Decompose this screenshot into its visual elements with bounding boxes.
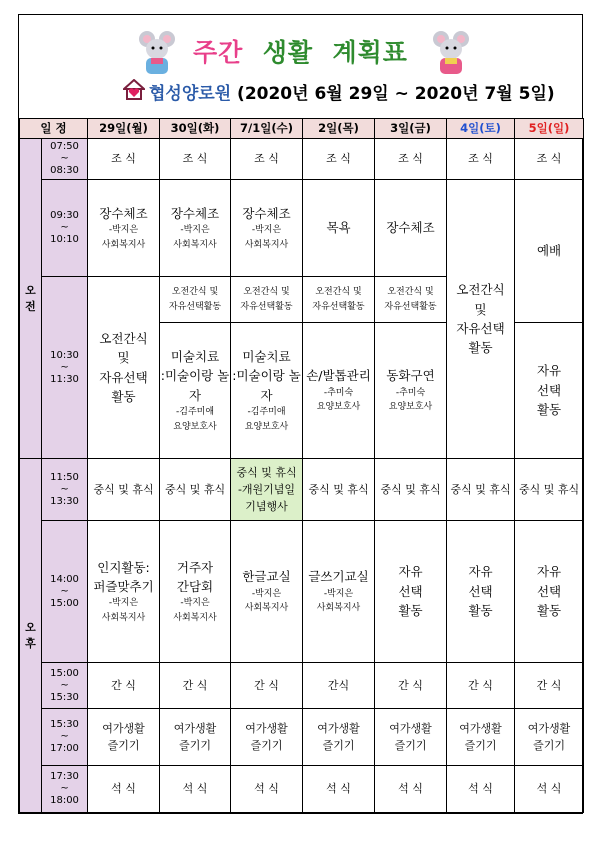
cell-activity: 오전간식 및 자유선택활동 <box>375 277 447 323</box>
house-heart-logo-icon <box>123 79 145 101</box>
cell-activity: 동화구연 -추미숙 요양보호사 <box>375 323 447 459</box>
row-leisure <box>20 709 584 766</box>
cell-leisure: 여가생활 즐기기 <box>88 709 160 766</box>
cell-breakfast: 조 식 <box>160 139 231 180</box>
cell-activity: 오전간식 및 자유선택 활동 <box>88 277 160 459</box>
section-pm: 오 후 <box>20 459 42 813</box>
mouse-mascot-icon <box>431 29 471 75</box>
cell-breakfast: 조 식 <box>88 139 160 180</box>
row-dinner <box>20 766 584 813</box>
time-label: 10:30 ~ 11:30 <box>42 277 88 459</box>
cell-activity: 손/발톱관리 -추미숙 요양보호사 <box>303 323 375 459</box>
day-sun: 5일(일) <box>515 119 584 139</box>
cell-dinner: 석 식 <box>303 766 375 813</box>
org-name: 협성양로원 <box>149 84 232 104</box>
row-snack-pm <box>20 663 584 709</box>
cell-activity: 자유 선택 활동 <box>375 521 447 663</box>
cell-snack: 간 식 <box>375 663 447 709</box>
cell-leisure: 여가생활 즐기기 <box>375 709 447 766</box>
cell-lunch: 중식 및 휴식 <box>160 459 231 521</box>
row-1400 <box>20 521 584 663</box>
cell-activity: 목욕 <box>303 180 375 277</box>
cell-breakfast: 조 식 <box>375 139 447 180</box>
cell-activity: 장수체조 -박지은 사회복지사 <box>88 180 160 277</box>
cell-activity: 자유 선택 활동 <box>515 521 584 663</box>
cell-leisure: 여가생활 즐기기 <box>231 709 303 766</box>
cell-snack: 간식 <box>303 663 375 709</box>
cell-snack: 간 식 <box>231 663 303 709</box>
cell-breakfast: 조 식 <box>303 139 375 180</box>
day-mon: 29일(월) <box>88 119 160 139</box>
cell-dinner: 석 식 <box>231 766 303 813</box>
subtitle <box>149 79 555 104</box>
time-label: 14:00 ~ 15:00 <box>42 521 88 663</box>
cell-lunch: 중식 및 휴식 <box>88 459 160 521</box>
header-row <box>20 119 584 139</box>
time-label: 09:30 ~ 10:10 <box>42 180 88 277</box>
cell-lunch: 중식 및 휴식 <box>515 459 584 521</box>
row-0930 <box>20 180 584 277</box>
schedule-label: 일 정 <box>20 119 88 139</box>
cell-breakfast: 조 식 <box>231 139 303 180</box>
cell-snack: 간 식 <box>515 663 584 709</box>
cell-lunch: 중식 및 휴식 <box>447 459 515 521</box>
cell-leisure: 여가생활 즐기기 <box>447 709 515 766</box>
time-label: 07:50 ~ 08:30 <box>42 139 88 180</box>
cell-leisure: 여가생활 즐기기 <box>303 709 375 766</box>
cell-activity: 인지활동: 퍼즐맞추기 -박지은 사회복지사 <box>88 521 160 663</box>
cell-lunch: 중식 및 휴식 <box>303 459 375 521</box>
day-sat: 4일(토) <box>447 119 515 139</box>
cell-activity: 오전간식 및 자유선택활동 <box>231 277 303 323</box>
cell-activity: 장수체조 -박지은 사회복지사 <box>160 180 231 277</box>
cell-lunch: 중식 및 휴식 <box>375 459 447 521</box>
cell-dinner: 석 식 <box>447 766 515 813</box>
cell-activity: 미술치료 :미술이랑 놀자 -김주미애 요양보호사 <box>160 323 231 459</box>
schedule-frame <box>18 14 583 814</box>
cell-activity: 미술치료 :미술이랑 놀자 -김주미애 요양보호사 <box>231 323 303 459</box>
cell-leisure: 여가생활 즐기기 <box>160 709 231 766</box>
time-label: 15:30 ~ 17:00 <box>42 709 88 766</box>
day-thu: 2일(목) <box>303 119 375 139</box>
cell-dinner: 석 식 <box>88 766 160 813</box>
cell-snack: 간 식 <box>160 663 231 709</box>
cell-leisure: 여가생활 즐기기 <box>515 709 584 766</box>
cell-activity: 자유 선택 활동 <box>515 323 584 459</box>
cell-dinner: 석 식 <box>375 766 447 813</box>
cell-lunch-anniversary: 중식 및 휴식 -개원기념일 기념행사 <box>231 459 303 521</box>
cell-activity: 글쓰기교실 -박지은 사회복지사 <box>303 521 375 663</box>
row-lunch <box>20 459 584 521</box>
cell-activity: 오전간식 및 자유선택활동 <box>160 277 231 323</box>
cell-dinner: 석 식 <box>515 766 584 813</box>
day-tue: 30일(화) <box>160 119 231 139</box>
cell-dinner: 석 식 <box>160 766 231 813</box>
day-fri: 3일(금) <box>375 119 447 139</box>
page-title: 주간 생활 계획표 <box>193 38 408 67</box>
cell-activity: 오전간식 및 자유선택활동 <box>303 277 375 323</box>
section-am: 오 전 <box>20 139 42 459</box>
row-breakfast <box>20 139 584 180</box>
cell-snack: 간 식 <box>447 663 515 709</box>
cell-breakfast: 조 식 <box>515 139 584 180</box>
cell-activity: 예배 <box>515 180 584 323</box>
day-wed: 7/1일(수) <box>231 119 303 139</box>
schedule-table <box>19 118 584 813</box>
cell-activity: 자유 선택 활동 <box>447 521 515 663</box>
cell-activity: 장수체조 -박지은 사회복지사 <box>231 180 303 277</box>
cell-snack: 간 식 <box>88 663 160 709</box>
date-range: (2020년 6월 29일 ~ 2020년 7월 5일) <box>237 84 555 104</box>
cell-activity: 거주자 간담회 -박지은 사회복지사 <box>160 521 231 663</box>
time-label: 17:30 ~ 18:00 <box>42 766 88 813</box>
time-label: 15:00 ~ 15:30 <box>42 663 88 709</box>
time-label: 11:50 ~ 13:30 <box>42 459 88 521</box>
cell-activity: 오전간식 및 자유선택 활동 <box>447 180 515 459</box>
cell-breakfast: 조 식 <box>447 139 515 180</box>
cell-activity: 한글교실 -박지은 사회복지사 <box>231 521 303 663</box>
cell-activity: 장수체조 <box>375 180 447 277</box>
header <box>19 15 582 118</box>
